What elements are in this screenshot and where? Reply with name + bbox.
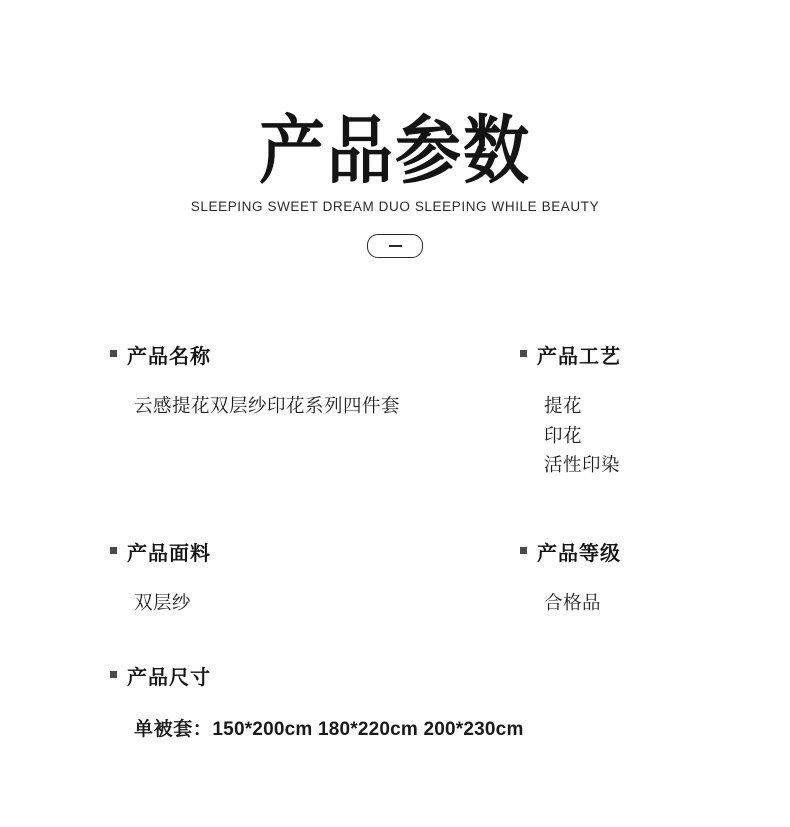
spec-row [0, 661, 790, 741]
dash-icon [389, 245, 402, 247]
spec-value-line: 活性印染 [544, 453, 621, 475]
spec-header [520, 537, 790, 566]
size-values: 150*200cm 180*220cm 200*230cm [212, 719, 524, 741]
page-title: 产品参数 [259, 108, 531, 192]
spec-value [520, 391, 790, 479]
spec-label: 产品名称 [127, 346, 211, 369]
square-bullet-icon [110, 547, 117, 554]
square-bullet-icon [110, 350, 117, 357]
spec-label: 产品工艺 [537, 346, 621, 369]
spec-header [110, 661, 410, 690]
spec-value [110, 588, 410, 617]
spacer [0, 479, 790, 537]
spec-item-craft [410, 340, 790, 479]
spec-item-grade [410, 537, 790, 617]
spacer [0, 617, 790, 661]
spec-value [110, 391, 410, 420]
spec-row [0, 537, 790, 617]
spec-item-product-name [0, 340, 410, 479]
spec-value-line: 双层纱 [134, 591, 192, 613]
spec-value-line: 云感提花双层纱印花系列四件套 [134, 395, 401, 417]
size-prefix: 单被套： [134, 719, 213, 741]
dash-pill-icon [367, 234, 423, 258]
spec-header [520, 340, 790, 369]
spec-header [110, 340, 410, 369]
spec-value [110, 714, 524, 741]
divider-ornament [0, 234, 790, 258]
spec-label: 产品面料 [127, 542, 211, 565]
square-bullet-icon [110, 671, 117, 678]
page-subtitle: SLEEPING SWEET DREAM DUO SLEEPING WHILE BEAUTY [190, 199, 600, 215]
spec-value-line: 合格品 [544, 591, 602, 613]
spec-value-line: 提花 [544, 395, 583, 417]
spec-label: 产品等级 [537, 542, 621, 565]
page-header [0, 0, 790, 258]
spec-header [110, 537, 410, 566]
spec-value-line: 印花 [544, 424, 583, 446]
spec-value [520, 588, 790, 617]
spec-item-size [0, 661, 524, 741]
spec-label: 产品尺寸 [127, 667, 211, 690]
square-bullet-icon [520, 547, 527, 554]
square-bullet-icon [520, 350, 527, 357]
spec-list [0, 340, 790, 741]
spec-item-fabric [0, 537, 410, 617]
spec-row [0, 340, 790, 479]
